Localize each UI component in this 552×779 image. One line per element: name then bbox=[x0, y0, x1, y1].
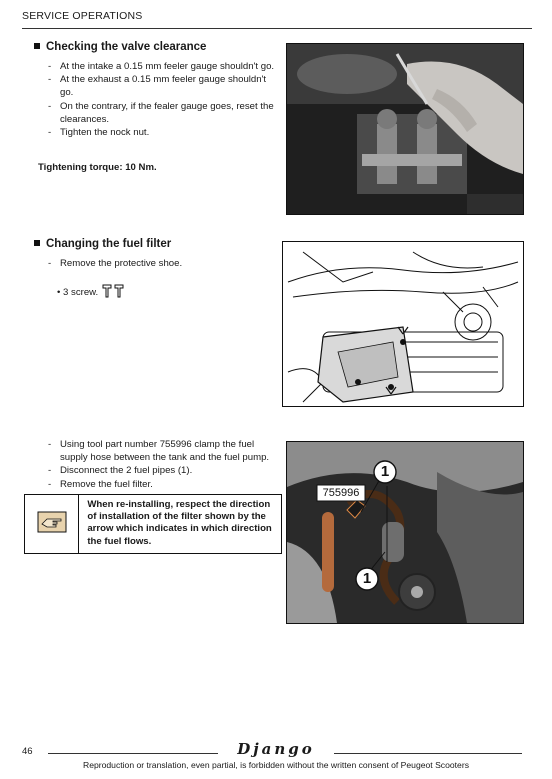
tool-number-label: 755996 bbox=[322, 487, 360, 499]
valve-torque: Tightening torque: 10 Nm. bbox=[38, 162, 157, 173]
valve-title-text: Checking the valve clearance bbox=[46, 41, 207, 53]
valve-step-4: - Tighten the nock nut. bbox=[48, 126, 276, 139]
callout-1-bottom: 1 bbox=[362, 570, 372, 587]
valve-steps-list bbox=[48, 60, 276, 139]
valve-photo-art bbox=[287, 44, 523, 214]
screw-line-text: • 3 screw. bbox=[57, 287, 99, 298]
brand-logo: Django bbox=[237, 740, 315, 758]
installation-note bbox=[24, 494, 282, 554]
filter-section-title bbox=[34, 238, 171, 250]
note-text: When re-installing, respect the direction of installation of the filter shown by the arrow which indicates in which direction the fuel flows. bbox=[87, 499, 272, 547]
fuel-filter-art bbox=[287, 442, 523, 623]
protective-shoe-art bbox=[283, 242, 523, 406]
page-number: 46 bbox=[22, 746, 33, 757]
valve-step-2: - At the exhaust a 0.15 mm feeler gauge shouldn't go. bbox=[48, 73, 276, 99]
valve-photo bbox=[286, 43, 524, 215]
filter-step-4: - Remove the fuel filter. bbox=[48, 478, 280, 491]
section-header: SERVICE OPERATIONS bbox=[22, 10, 143, 22]
footer-rule-left bbox=[48, 753, 218, 754]
filter-step-2: - Using tool part number 755996 clamp the fuel supply hose between the tank and the fuel pump. bbox=[48, 438, 280, 464]
note-icon-cell bbox=[25, 495, 79, 553]
screw-icon bbox=[102, 284, 126, 301]
legal-notice: Reproduction or translation, even partial, is forbidden without the written consent of Peugeot Scooters bbox=[83, 760, 469, 770]
filter-steps-list-1 bbox=[48, 257, 276, 270]
filter-step-1: - Remove the protective shoe. bbox=[48, 257, 276, 270]
valve-step-3: - On the contrary, if the fealer gauge goes, reset the clearances. bbox=[48, 100, 276, 126]
bullet-square bbox=[34, 240, 40, 246]
protective-shoe-illustration bbox=[282, 241, 524, 407]
footer-rule-right bbox=[334, 753, 522, 754]
filter-title-text: Changing the fuel filter bbox=[46, 238, 172, 250]
bullet-square bbox=[34, 43, 40, 49]
filter-steps-list-2 bbox=[48, 438, 280, 491]
valve-step-1: - At the intake a 0.15 mm feeler gauge shouldn't go. bbox=[48, 60, 276, 73]
screw-line bbox=[57, 284, 126, 301]
filter-step-3: - Disconnect the 2 fuel pipes (1). bbox=[48, 464, 280, 477]
fuel-filter-photo bbox=[286, 441, 524, 624]
header-rule bbox=[22, 28, 532, 29]
valve-section-title bbox=[34, 41, 206, 53]
pointing-hand-icon bbox=[37, 511, 67, 538]
callout-1-top: 1 bbox=[380, 463, 390, 480]
